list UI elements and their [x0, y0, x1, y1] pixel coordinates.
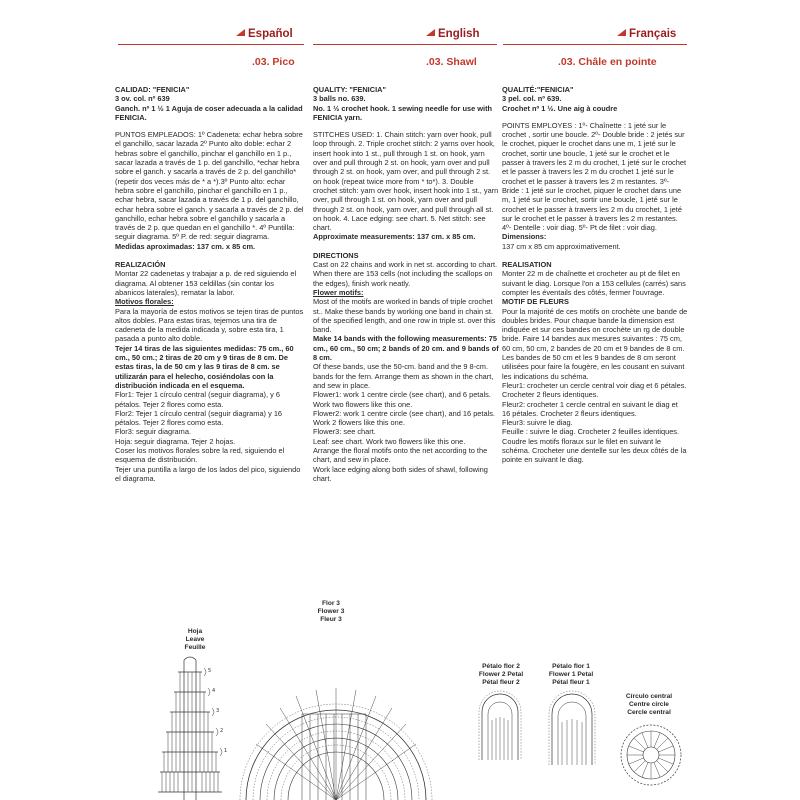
motifs-title: Motivos florales: — [115, 297, 174, 307]
quality: QUALITÉ:"FENICIA" — [502, 85, 574, 94]
hook: Ganch. nº 1 ½ 1 Aguja de coser adecuada a la calidad FENICIA. — [115, 103, 303, 122]
paragraph: Fleur3: suivre le diag. — [502, 418, 573, 428]
paragraph: Coser los motivos florales sobre la red, siguiendo el esquema de distribución. — [115, 445, 285, 465]
header-rule — [503, 44, 687, 45]
circle-chart-diagram — [618, 722, 684, 788]
svg-text:1: 1 — [224, 748, 228, 754]
svg-text:5: 5 — [208, 668, 212, 674]
paragraph: Flor1: Tejer 1 círculo central (seguir diagrama), y 6 pétalos. Tejer 2 flores como esta. — [115, 390, 280, 409]
directions-title: DIRECTIONS — [313, 250, 359, 260]
hook: No. 1 ½ crochet hook. 1 sewing needle for use with FENICIA yarn. — [313, 103, 493, 122]
header-rule — [313, 44, 497, 45]
subtitle-en: .03. Shawl — [426, 56, 477, 68]
paragraph: Fleur1: crocheter un cercle central voir diag et 6 pétales. Crocheter 2 fleurs identiques. — [502, 380, 687, 400]
paragraph: Cast on 22 chains and work in net st. according to chart. When there are 153 cells (not including the scallops on the edges), finish work neatly. — [313, 260, 498, 288]
petal1-chart-label: Pétalo flor 1 Flower 1 Petal Pétal fleur 1 — [548, 663, 594, 686]
red-triangle-icon — [236, 29, 245, 36]
paragraph: Leaf: see chart. Work two flowers like this one. — [313, 436, 466, 446]
header-rule — [118, 44, 304, 45]
svg-text:4: 4 — [212, 688, 216, 694]
paragraph: Work lace edging along both sides of shawl, following chart. — [313, 464, 488, 483]
paragraph: Monter 22 m de chaînette et crocheter au pt de filet en suivant le diag. Lorsque l'on a 153 cellules (carrés) sans compter les éventails des côtés, fermer l'ouvrage. — [502, 269, 686, 297]
leaf-chart-label: Hoja Leave Feuille — [184, 628, 206, 651]
paragraph: Pour la majorité de ces motifs on crochète une bande de doubles brides. Pour chaque bande la dimension est indiquée et sur ces bandes on crochète un rg de double bride. Faire 14 bandes aux mesures suivantes : 75 cm, 60 cm, 50 cm, 2 bandes de 20 cm et 9 bandes de 8 cm. — [502, 306, 688, 353]
balls: 3 balls no. 639. — [313, 94, 366, 104]
paragraph: Tejer 14 tiras de las siguientes medidas: 75 cm., 60 cm., 50 cm.; 2 tiras de 20 cm y 9 tiras de 8 cm. De estas tiras, la de 50 cm y las 9 tiras de 8 cm. se utilizarán para el helecho, cosiéndolas con la distribución indicada en el esquema. — [115, 343, 294, 390]
paragraph: Fleur2: crocheter 1 cercle central en suivant le diag et 16 pétales. Crocheter 2 fleurs identiques. — [502, 399, 678, 418]
subtitle-fr: .03. Châle en pointe — [558, 56, 657, 68]
paragraph: Flower1: work 1 centre circle (see chart), and 6 petals. Work two flowers like this one. — [313, 390, 491, 409]
stitches: STITCHES USED: 1. Chain stitch: yarn over hook, pull loop through. 2. Triple crochet stitch: 2 yarns over hook, insert hook into 1 st., pull through 1 st. on hook, yarn over and pull through 2 st. on hook, yarn over and pull through 2 st. on hook, yarn over, and pull through 2 st. on hook (repeat twice more from * to*). 3. Double crochet stitch: yarn over hook, insert hook into 1 st., yarn over, pull through 1 st. on hook, yarn over and pull through 2 st. on hook, yarn over, and pull through all st. on hook. 4. Lace edging: see chart. 5. Net stitch: see chart. — [313, 130, 499, 233]
flower3-chart-label: Flor 3 Flower 3 Fleur 3 — [317, 600, 345, 623]
header-fr: Français — [617, 28, 676, 40]
paragraph: Of these bands, use the 50-cm. band and the 9 8-cm. bands for the fern. Arrange them as shown in the chart, and sew in place. — [313, 362, 494, 390]
quality: QUALITY: "FENICIA" — [313, 85, 386, 94]
paragraph: Les bandes de 50 cm et les 9 bandes de 8 cm seront utilisées pour faire la fougère, en les cousant en suivant les indications du schéma. — [502, 353, 685, 381]
paragraph: Arrange the floral motifs onto the net according to the chart, and sew in place. — [313, 445, 488, 465]
paragraph: Flower3: see chart. — [313, 427, 376, 437]
measures: Medidas aproximadas: 137 cm. x 85 cm. — [115, 241, 256, 251]
dims: 137 cm x 85 cm approximativement. — [502, 241, 621, 251]
paragraph: Montar 22 cadenetas y trabajar a p. de red siguiendo el diagrama. Al obtener 153 celdillas (sin contar los abanicos laterales), rematar la labor. — [115, 269, 297, 297]
petal1-chart-diagram — [548, 690, 596, 765]
svg-text:3: 3 — [216, 708, 220, 714]
dims-title: Dimensions: — [502, 232, 547, 242]
paragraph: Para la mayoría de estos motivos se tejen tiras de puntos altos dobles. Para estas tiras, tejemos una tira de cadeneta de la medida indicada y, sobre esta tira, 1 pasada a punto alto doble. — [115, 306, 304, 344]
balls: 3 pel. col. nº 639. — [502, 94, 562, 104]
hook: Crochet nº 1 ½. Une aig à coudre — [502, 103, 618, 113]
paragraph: Most of the motifs are worked in bands of triple crochet st.. Make these bands by working one band in chain st. of the specified length, and one row in triple st. over this band. — [313, 297, 496, 335]
header-es: Español — [236, 28, 293, 40]
paragraph: Feuille : suivre le diag. Crocheter 2 feuilles identiques. — [502, 427, 680, 437]
column-en — [313, 85, 499, 483]
stitches: POINTS EMPLOYES : 1º- Chaînette : 1 jeté sur le crochet , sortir une boucle. 2º- Double bride : 2 jetés sur le crochet, piquer le crochet dans une m, 1 jeté sur le crochet, sortir une boucle, 1 jeté sur le crochet et le passer à travers les 2 m du crochet, 1 jeté sur le crochet et le passer à travers les 2 m du crochet 1 jeté sur le crochet et le passer à travers les 2 m restantes. 3º- Bride : 1 jeté sur le crochet, piquer le crochet dans une m, 1 jeté sur le crochet, sortir une boucle, 1 jeté sur le crochet et le passer à travers les 2 m du crochet, 1 jeté sur le crochet et le passer à travers les 2 m restantes. 4º- Dentelle : voir diag. 5º- Pt de filet : voir diag. — [502, 120, 687, 233]
motifs-title: Flower motifs: — [313, 287, 364, 297]
paragraph: Hoja: seguir diagrama. Tejer 2 hojas. — [115, 436, 236, 446]
paragraph: Flor3: seguir diagrama. — [115, 427, 191, 437]
paragraph: Coudre les motifs floraux sur le filet en suivant le schéma. Crocheter une dentelle sur les deux côtés de la pointe en suivant le diag. — [502, 436, 687, 465]
petal2-chart-diagram — [478, 690, 522, 760]
red-triangle-icon — [617, 29, 626, 36]
motif-title: MOTIF DE FLEURS — [502, 297, 569, 307]
paragraph: Make 14 bands with the following measurements: 75 cm., 60 cm., 50 cm; 2 bands of 20 cm. and 9 bands of 8 cm. — [313, 334, 499, 363]
realization-title: REALIZACIÓN — [115, 260, 166, 270]
paragraph: Tejer una puntilla a largo de los lados del pico, siguiendo el diagrama. — [115, 464, 301, 483]
paragraph: Flower2: work 1 centre circle (see chart), and 16 petals. Work 2 flowers like this one. — [313, 408, 495, 428]
column-fr — [502, 85, 688, 465]
stitches: PUNTOS EMPLEADOS: 1º Cadeneta: echar hebra sobre el ganchillo, sacar lazada 2º Punto alto doble: echar 2 hebras sobre el ganchillo, pinchar el ganchillo en 1 p., sacar lazada a través de 1 p. del ganchillo, *echar hebra sobre el ganch. y sacarla a través de 2 p. del ganchillo* (repetir dos veces más de * a *).3º Punto alto: echar hebra sobre el ganchillo, pinchar el ganchillo en 1 p., echar hebra, sacar lazada a través de 1 p. del ganchillo, echar hebra sobre el ganch. y sacarla a través de 2 p. del ganchillo, echar hebra sobre el ganchillo y sacarla a través de 2 p. que quedan en el ganchillo *. 4º Puntilla: seguir diagrama. 5º P. de red: seguir diagrama. — [115, 130, 304, 242]
leaf-chart-diagram — [150, 652, 240, 800]
realisation-title: REALISATION — [502, 260, 552, 270]
circle-chart-label: Círculo central Centre circle Cercle central — [625, 693, 673, 716]
measures: Approximate measurements: 137 cm. x 85 cm. — [313, 232, 476, 242]
quality: CALIDAD: "FENICIA" — [115, 85, 190, 94]
flower3-chart-diagram — [236, 624, 436, 800]
paragraph: Flor2: Tejer 1 círculo central (seguir diagrama) y 16 pétalos. Tejer 2 flores como esta. — [115, 408, 283, 428]
header-en: English — [426, 28, 480, 40]
svg-text:2: 2 — [220, 728, 224, 734]
petal2-chart-label: Pétalo flor 2 Flower 2 Petal Pétal fleur 2 — [478, 663, 524, 686]
column-es — [115, 85, 305, 483]
red-triangle-icon — [426, 29, 435, 36]
balls: 3 ov. col. nº 639 — [115, 94, 170, 104]
subtitle-es: .03. Pico — [252, 56, 295, 68]
